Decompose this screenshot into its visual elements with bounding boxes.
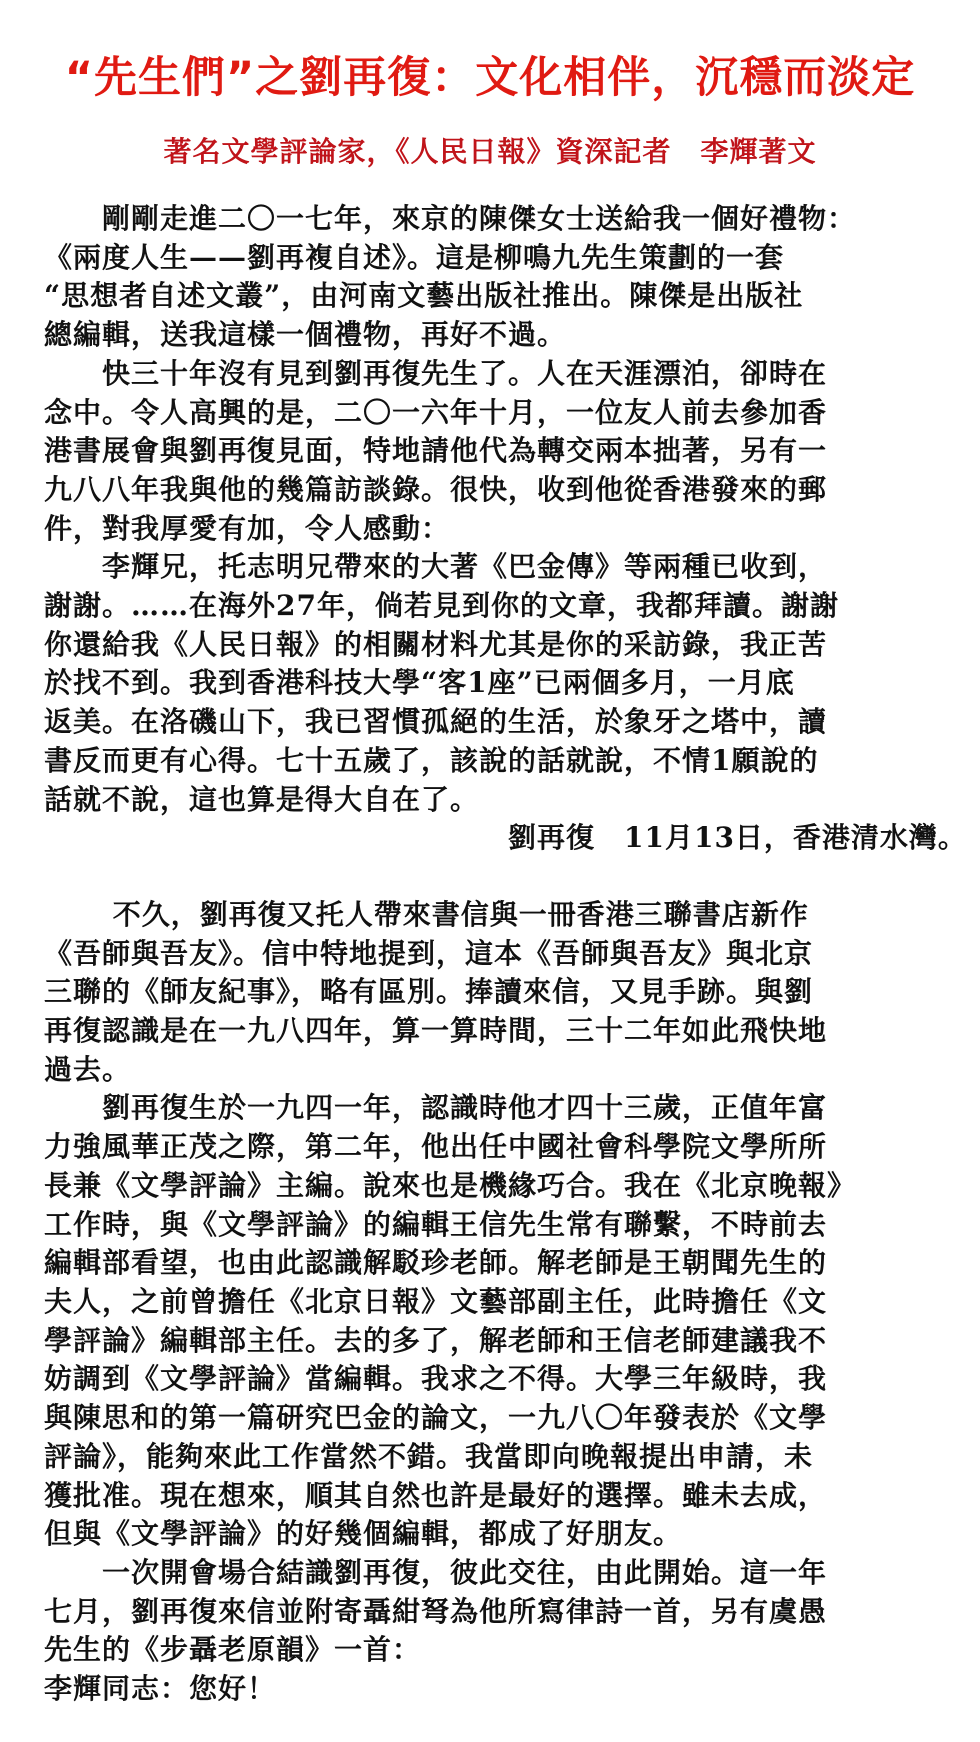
text-line: 妨調到《文學評論》當編輯。我求之不得。大學三年級時，我 <box>44 1362 828 1396</box>
text-line: 《兩度人生——劉再複自述》。這是柳鳴九先生策劃的一套 <box>44 240 785 274</box>
text-line: 話就不說，這也算是得大自在了。 <box>44 782 480 816</box>
text-line: 再復認識是在一九八四年，算一算時間，三十二年如此飛快地 <box>44 1014 828 1048</box>
article-byline: 著名文學評論家，《人民日報》資深記者 李輝著文 <box>163 135 817 168</box>
text-line: 李輝同志：您好！ <box>44 1672 277 1706</box>
text-line: 件，對我厚愛有加，令人感動： <box>44 511 451 545</box>
text-line: 評論》，能夠來此工作當然不錯。我當即向晚報提出申請，未 <box>44 1439 814 1473</box>
text-line: 返美。在洛磯山下，我已習慣孤絕的生活，於象牙之塔中，讀 <box>44 705 828 739</box>
text-line: 港書展會與劉再復見面，特地請他代為轉交兩本拙著，另有一 <box>44 434 828 468</box>
article-title: “先生們”之劉再復：文化相伴，沉穩而淡定 <box>64 53 916 103</box>
text-line: 工作時，與《文學評論》的編輯王信先生常有聯繫，不時前去 <box>44 1207 828 1241</box>
text-line: 過去。 <box>44 1052 132 1086</box>
text-line: 於找不到。我到香港科技大學“客1座”已兩個多月，一月底 <box>44 666 795 700</box>
text-line: 剛剛走進二〇一七年，來京的陳傑女士送給我一個好禮物： <box>44 202 857 235</box>
text-line: 學評論》編輯部主任。去的多了，解老師和王信老師建議我不 <box>44 1323 828 1357</box>
paragraph-gap <box>44 858 944 896</box>
text-line: 夫人，之前曾擔任《北京日報》文藝部副主任，此時擔任《文 <box>44 1284 828 1318</box>
article-body <box>44 200 967 1709</box>
text-line: 李輝兄，托志明兄帶來的大著《巴金傳》等兩種已收到， <box>44 550 828 584</box>
text-line: 編輯部看望，也由此認識解駁珍老師。解老師是王朝聞先生的 <box>44 1246 828 1280</box>
text-line: 你還給我《人民日報》的相關材料尤其是你的采訪錄，我正苦 <box>44 627 828 661</box>
text-line: 劉再復生於一九四一年，認識時他才四十三歲，正值年富 <box>44 1091 828 1125</box>
text-line: 先生的《步聶老原韻》一首： <box>44 1633 422 1667</box>
text-line: 不久，劉再復又托人帶來書信與一冊香港三聯書店新作 <box>44 897 809 931</box>
text-line: 獲批准。現在想來，順其自然也許是最好的選擇。雖未去成， <box>44 1478 828 1512</box>
text-line: 總編輯，送我這樣一個禮物，再好不過。 <box>44 318 567 352</box>
text-line: 書反而更有心得。七十五歲了，該說的話就說，不情1願說的 <box>44 743 819 777</box>
text-line: 三聯的《師友紀事》，略有區別。捧讀來信，又見手跡。與劉 <box>44 975 814 1009</box>
text-line: 九八八年我與他的幾篇訪談錄。很快，收到他從香港發來的郵 <box>44 472 828 506</box>
text-line: 七月，劉再復來信並附寄聶紺弩為他所寫律詩一首，另有虞愚 <box>44 1594 828 1628</box>
text-line: 與陳思和的第一篇研究巴金的論文，一九八〇年發表於《文學 <box>44 1401 828 1435</box>
text-line: “思想者自述文叢”，由河南文藝出版社推出。陳傑是出版社 <box>44 279 804 313</box>
text-line: 念中。令人高興的是，二〇一六年十月，一位友人前去參加香 <box>44 395 828 429</box>
text-line: 《吾師與吾友》。信中特地提到，這本《吾師與吾友》與北京 <box>44 936 814 970</box>
text-line: 謝謝。……在海外27年，倘若見到你的文章，我都拜讀。謝謝 <box>44 589 839 623</box>
text-line: 劉再復 11月13日，香港清水灣。 <box>44 821 967 855</box>
text-line: 但與《文學評論》的好幾個編輯，都成了好朋友。 <box>44 1517 683 1551</box>
text-line: 一次開會場合結識劉再復，彼此交往，由此開始。這一年 <box>44 1555 828 1589</box>
text-line: 快三十年沒有見到劉再復先生了。人在天涯漂泊，卻時在 <box>44 356 828 390</box>
text-line: 力強風華正茂之際，第二年，他出任中國社會科學院文學所所 <box>44 1130 828 1164</box>
text-line: 長兼《文學評論》主編。說來也是機緣巧合。我在《北京晚報》 <box>44 1168 857 1202</box>
